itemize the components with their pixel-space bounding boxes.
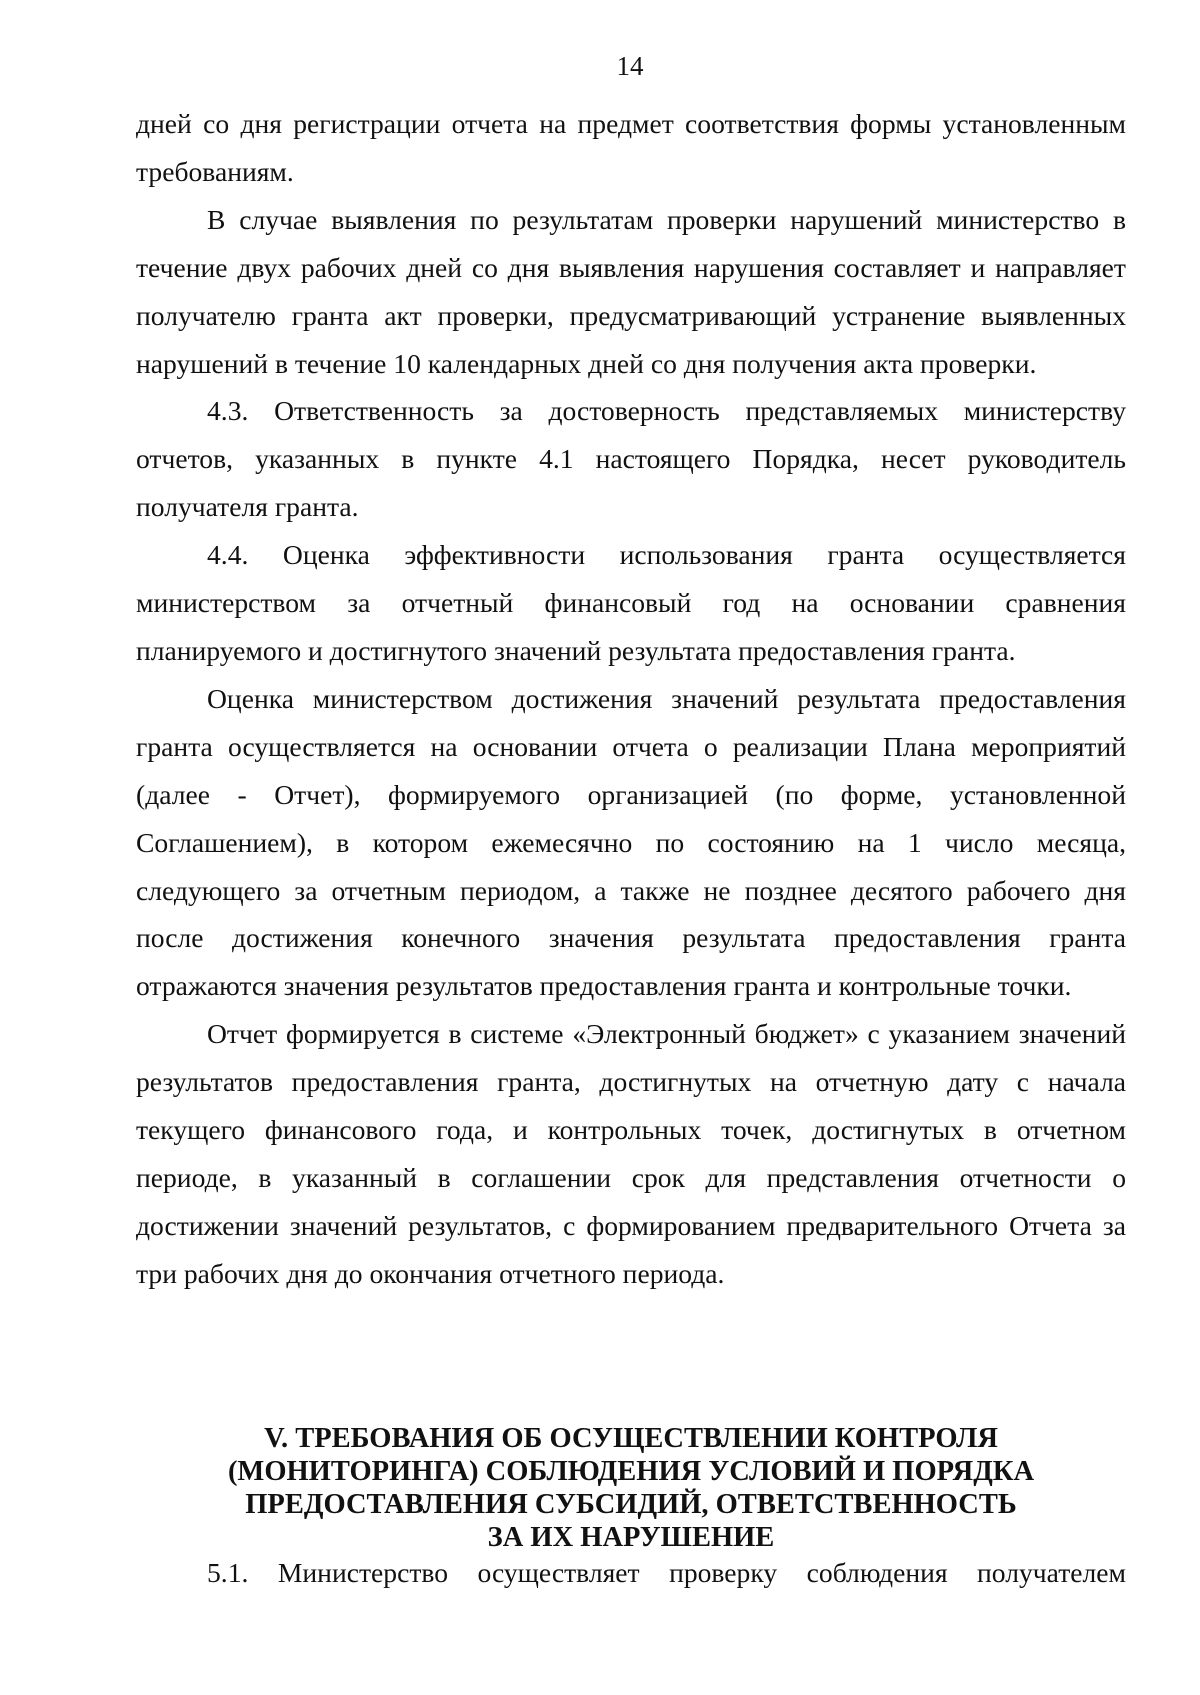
section-heading-line: ЗА ИХ НАРУШЕНИЕ <box>487 1522 775 1553</box>
section-heading-line: V. ТРЕБОВАНИЯ ОБ ОСУЩЕСТВЛЕНИИ КОНТРОЛЯ <box>264 1423 998 1454</box>
section-heading <box>136 1422 1126 1554</box>
paragraph-4-3: 4.3. Ответственность за достоверность представляемых министерству отчетов, указанных в пункте 4.1 настоящего Порядка, несет руководитель получателя гранта. <box>136 395 1126 523</box>
paragraph-4-4: 4.4. Оценка эффективности использования гранта осуществляется министерством за отчетный финансовый год на основании сравнения планируемого и достигнутого значений результата предоставления гранта. <box>136 539 1126 666</box>
paragraph-violation-check: В случае выявления по результатам проверки нарушений министерство в течение двух рабочих дней со дня выявления нарушения составляет и направляет получателю гранта акт проверки, предусматривающий устранение выявленных нарушений в течение 10 календарных дней со дня получения акта проверки. <box>136 203 1126 379</box>
page-number: 14 <box>616 51 644 81</box>
paragraph-continuation: дней со дня регистрации отчета на предмет соответствия формы установленным требованиям. <box>136 108 1126 187</box>
document-body <box>136 100 1126 1298</box>
section-heading-line: (МОНИТОРИНГА) СОБЛЮДЕНИЯ УСЛОВИЙ И ПОРЯДКА <box>227 1456 1035 1487</box>
paragraph-assessment: Оценка министерством достижения значений результата предоставления гранта осуществляется на основании отчета о реализации Плана мероприятий (далее - Отчет), формируемого организацией (по форме, установленной Соглашением), в котором ежемесячно по состоянию на 1 число месяца, следующего за отчетным периодом, а также не позднее десятого рабочего дня после достижения конечного значения результата предоставления гранта отражаются значения результатов предоставления гранта и контрольные точки. <box>136 682 1126 1002</box>
section-heading-line: ПРЕДОСТАВЛЕНИЯ СУБСИДИЙ, ОТВЕТСТВЕННОСТЬ <box>245 1489 1017 1520</box>
paragraph-5-1: 5.1. Министерство осуществляет проверку соблюдения получателем <box>207 1557 1126 1588</box>
paragraph-report: Отчет формируется в системе «Электронный бюджет» с указанием значений результатов предоставления гранта, достигнутых на отчетную дату с начала текущего финансового года, и контрольных точек, достигнутых в отчетном периоде, в указанный в соглашении срок для представления отчетности о достижении значений результатов, с формированием предварительного Отчета за три рабочих дня до окончания отчетного периода. <box>136 1018 1126 1289</box>
